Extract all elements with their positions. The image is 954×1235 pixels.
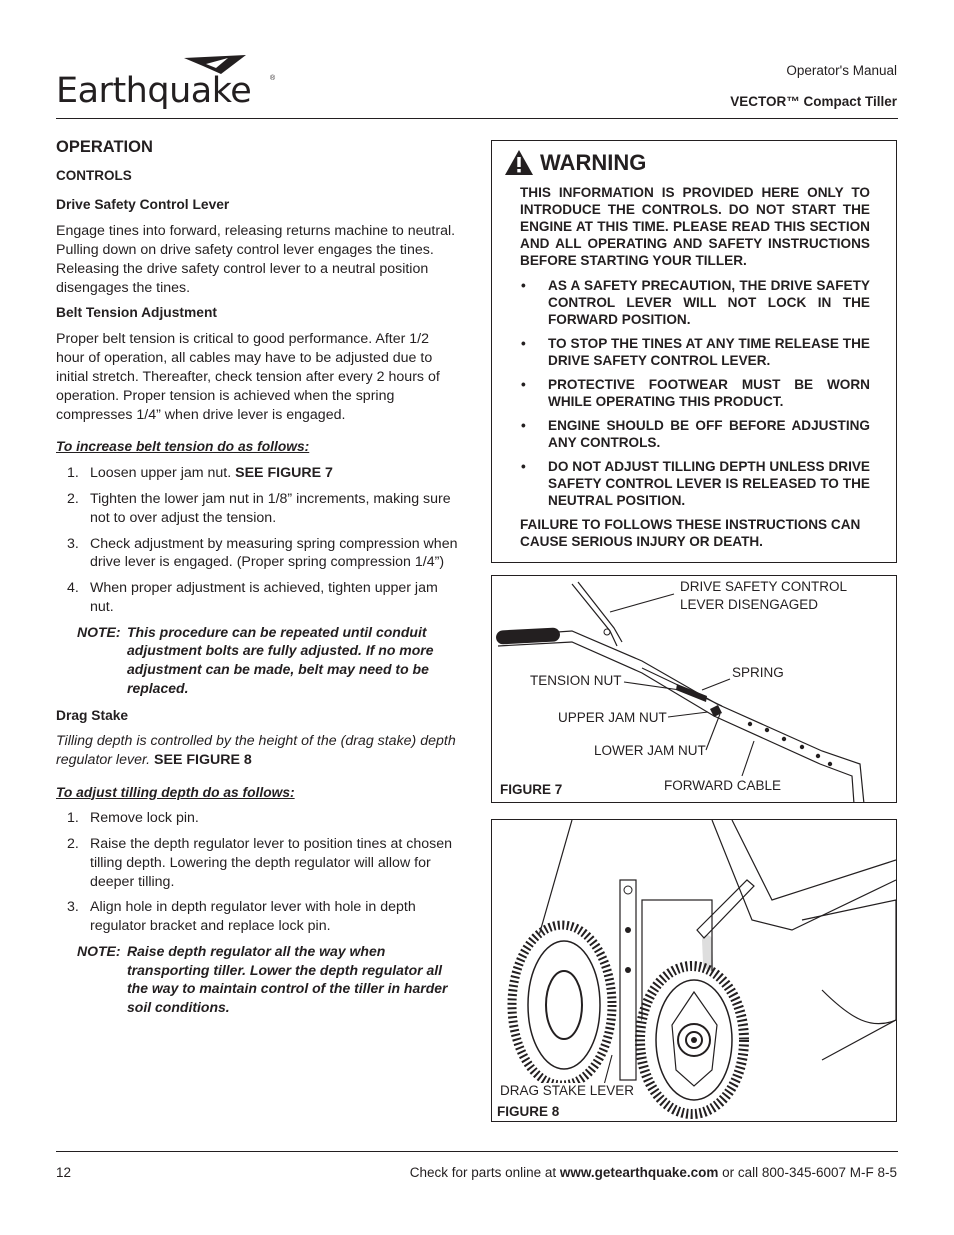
adjust-steps-list xyxy=(56,809,460,936)
label-drive-lever: DRIVE SAFETY CONTROL xyxy=(680,579,848,594)
note-box xyxy=(56,623,460,697)
logo-wordmark: Earthquake xyxy=(56,71,252,111)
list-item: 3. Check adjustment by measuring spring compression when drive lever is engaged. (Proper spring compression 1/4”) xyxy=(67,535,458,571)
label-upper-jam-nut: UPPER JAM NUT xyxy=(558,710,667,725)
parts-info: Check for parts online at www.getearthquake.com or call 800-345-6007 M-F 8-5 xyxy=(409,1165,897,1180)
warning-box xyxy=(491,140,897,563)
drag-stake-heading: Drag Stake xyxy=(56,708,129,724)
note-label: NOTE: xyxy=(77,623,121,640)
earthquake-logo xyxy=(56,52,281,114)
note-text: Raise depth regulator all the way when transporting tiller. Lower the depth regulator all the way to maintain control of the tiller in harder soil conditions. xyxy=(127,943,448,1015)
logo-swoosh-icon xyxy=(56,52,281,114)
figure-7-caption: FIGURE 7 xyxy=(500,782,563,797)
figure-8-ref: SEE FIGURE 8 xyxy=(154,751,252,768)
svg-text:®: ® xyxy=(270,75,276,82)
adjust-depth-heading: To adjust tilling depth do as follows: xyxy=(56,784,295,800)
subsection-title: CONTROLS xyxy=(56,167,132,183)
label-tension-nut: TENSION NUT xyxy=(530,673,622,688)
warning-list xyxy=(520,277,870,509)
list-item: • TO STOP THE TINES AT ANY TIME RELEASE THE DRIVE SAFETY CONTROL LEVER. xyxy=(521,336,870,368)
list-item: 2. Tighten the lower jam nut in 1/8” increments, making sure not to over adjust the tension. xyxy=(67,490,451,526)
list-item: • ENGINE SHOULD BE OFF BEFORE ADJUSTING ANY CONTROLS. xyxy=(521,418,870,450)
drive-lever-text: Engage tines into forward, releasing returns machine to neutral. Pulling down on drive safety control lever engages the tines. Releasing the drive safety control lever to a neutral position disengages the tines. xyxy=(56,223,456,296)
parts-url-link[interactable]: www.getearthquake.com xyxy=(559,1165,719,1180)
list-item: • AS A SAFETY PRECAUTION, THE DRIVE SAFETY CONTROL LEVER WILL NOT LOCK IN THE FORWARD POSITION. xyxy=(521,278,870,327)
product-name: VECTOR™ Compact Tiller xyxy=(730,94,897,109)
increase-tension-heading: To increase belt tension do as follows: xyxy=(56,439,310,455)
header-rule xyxy=(56,118,898,119)
note-text: This procedure can be repeated until conduit adjustment bolts are fully adjusted. If no more adjustment can be made, belt may need to be replaced. xyxy=(127,623,434,696)
increase-steps-list xyxy=(56,464,460,617)
tiller-wheels-illustration xyxy=(492,820,897,1122)
list-item: 4. When proper adjustment is achieved, tighten upper jam nut. xyxy=(67,580,438,615)
drive-lever-heading: Drive Safety Control Lever xyxy=(56,196,230,212)
note-box xyxy=(56,942,460,1016)
label-lower-jam-nut: LOWER JAM NUT xyxy=(594,743,706,758)
section-title: OPERATION xyxy=(56,138,153,156)
page-number: 12 xyxy=(56,1165,72,1180)
figure-8 xyxy=(491,819,897,1122)
warning-intro: THIS INFORMATION IS PROVIDED HERE ONLY TO INTRODUCE THE CONTROLS. DO NOT START THE ENGINE AT THIS TIME. PLEASE READ THIS SECTION AND ALL OPERATING AND SAFETY INSTRUCTIONS BEFORE STARTING YOUR TILLER. xyxy=(520,185,870,268)
figure-8-caption: FIGURE 8 xyxy=(497,1104,560,1119)
list-item: 3. Align hole in depth regulator lever with hole in depth regulator bracket and replace lock pin. xyxy=(67,899,416,935)
left-column xyxy=(56,138,460,1016)
belt-tension-heading: Belt Tension Adjustment xyxy=(56,304,217,320)
belt-tension-text: Proper belt tension is critical to good performance. After 1/2 hour of operation, all cables may have to be adjusted due to initial stretch. Thereafter, check tension after every 2 hours of operation. Proper tension is achieved when the spring compresses 1/4” when drive lever is engaged. xyxy=(56,331,440,423)
list-item: 1. Remove lock pin. xyxy=(67,810,199,827)
list-item: 2. Raise the depth regulator lever to position tines at chosen tilling depth. Lowering the depth regulator will allow for deeper tilling. xyxy=(67,836,453,890)
list-item: • PROTECTIVE FOOTWEAR MUST BE WORN WHILE OPERATING THIS PRODUCT. xyxy=(521,377,870,409)
figure-7-ref: SEE FIGURE 7 xyxy=(235,465,333,482)
label-drag-stake-lever: DRAG STAKE LEVER xyxy=(500,1083,635,1098)
warning-footer: FAILURE TO FOLLOWS THESE INSTRUCTIONS CAN CAUSE SERIOUS INJURY OR DEATH. xyxy=(520,517,861,549)
figure-7 xyxy=(491,575,897,803)
drag-stake-text: Tilling depth is controlled by the height of the (drag stake) depth regulator lever. SEE FIGURE 8 xyxy=(56,732,456,768)
footer-rule xyxy=(56,1151,898,1152)
label-forward-cable: FORWARD CABLE xyxy=(664,778,782,793)
label-spring: SPRING xyxy=(732,665,784,680)
warning-body xyxy=(520,184,870,550)
list-item: 1. Loosen upper jam nut. SEE FIGURE 7 xyxy=(67,465,333,482)
warning-title: WARNING xyxy=(504,149,646,176)
manual-label: Operator's Manual xyxy=(786,63,897,78)
list-item: • DO NOT ADJUST TILLING DEPTH UNLESS DRIVE SAFETY CONTROL LEVER IS RELEASED TO THE NEUTRAL POSITION. xyxy=(521,459,870,508)
warning-triangle-icon xyxy=(504,149,534,176)
note-label: NOTE: xyxy=(77,943,121,960)
label-drive-lever-2: LEVER DISENGAGED xyxy=(680,597,819,612)
